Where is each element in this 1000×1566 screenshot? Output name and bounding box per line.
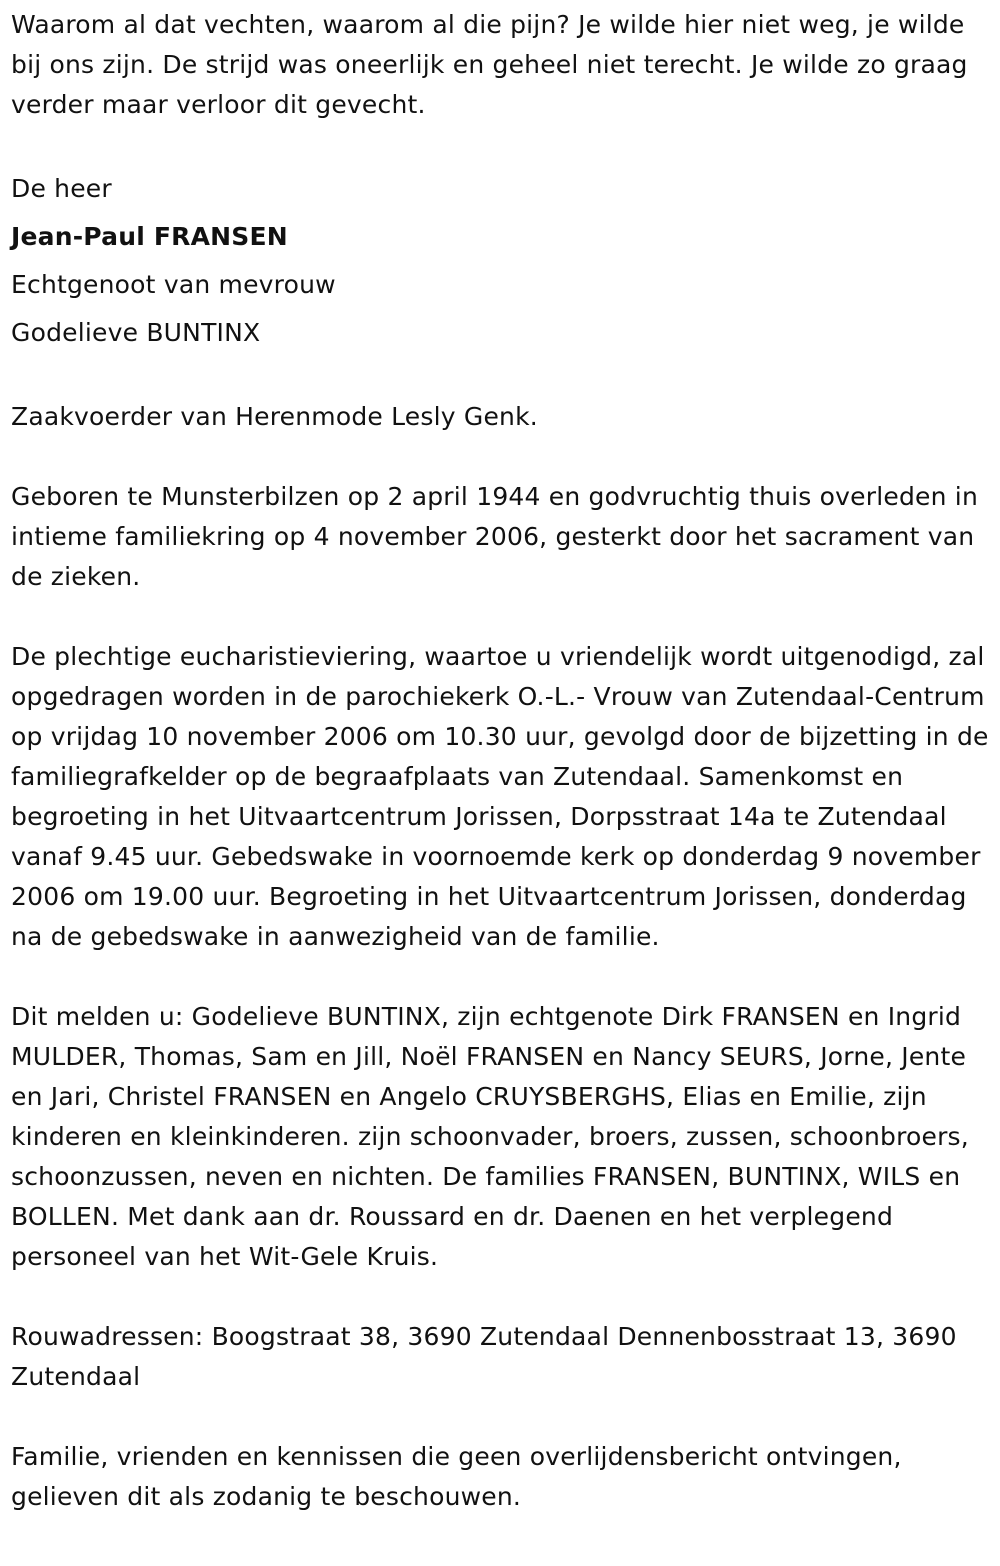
spacer (11, 1397, 993, 1437)
salutation: De heer (11, 174, 112, 203)
occupation-paragraph: Zaakvoerder van Herenmode Lesly Genk. (11, 402, 538, 431)
closing-paragraph: Familie, vrienden en kennissen die geen overlijdensbericht ontvingen, gelieven dit als zodanig te beschouwen. (11, 1442, 902, 1511)
addresses-paragraph: Rouwadressen: Boogstraat 38, 3690 Zutendaal Dennenbosstraat 13, 3690 Zutendaal (11, 1322, 957, 1391)
spacer (11, 1277, 993, 1317)
announcement-paragraph: Dit melden u: Godelieve BUNTINX, zijn echtgenote Dirk FRANSEN en Ingrid MULDER, Thomas, Sam en Jill, Noël FRANSEN en Nancy SEURS, Jorne, Jente en Jari, Christel FRANSEN en Angelo CRUYSBERGHS, Elias en Emilie, zijn kinderen en kleinkinderen. zijn schoonvader, broers, zussen, schoonbroers, schoonzussen, neven en nichten. De families FRANSEN, BUNTINX, WILS en BOLLEN. Met dank aan dr. Roussard en dr. Daenen en het verplegend personeel van het Wit-Gele Kruis. (11, 1002, 969, 1271)
name-block (11, 165, 993, 357)
spacer (11, 437, 993, 477)
spacer (11, 957, 993, 997)
obituary-document (11, 5, 993, 1517)
deceased-name: Jean-Paul FRANSEN (11, 222, 288, 251)
spouse-line-2: Godelieve BUNTINX (11, 318, 261, 347)
spacer (11, 125, 993, 165)
intro-paragraph: Waarom al dat vechten, waarom al die pijn? Je wilde hier niet weg, je wilde bij ons zijn. De strijd was oneerlijk en geheel niet terecht. Je wilde zo graag verder maar verloor dit gevecht. (11, 10, 968, 119)
spacer (11, 597, 993, 637)
spouse-line-1: Echtgenoot van mevrouw (11, 270, 336, 299)
spacer (11, 357, 993, 397)
ceremony-paragraph: De plechtige eucharistieviering, waartoe u vriendelijk wordt uitgenodigd, zal opgedragen worden in de parochiekerk O.-L.- Vrouw van Zutendaal-Centrum op vrijdag 10 november 2006 om 10.30 uur, gevolgd door de bijzetting in de familiegrafkelder op de begraafplaats van Zutendaal. Samenkomst en begroeting in het Uitvaartcentrum Jorissen, Dorpsstraat 14a te Zutendaal vanaf 9.45 uur. Gebedswake in voornoemde kerk op donderdag 9 november 2006 om 19.00 uur. Begroeting in het Uitvaartcentrum Jorissen, donderdag na de gebedswake in aanwezigheid van de familie. (11, 642, 989, 951)
birth-death-paragraph: Geboren te Munsterbilzen op 2 april 1944 en godvruchtig thuis overleden in intieme familiekring op 4 november 2006, gesterkt door het sacrament van de zieken. (11, 482, 978, 591)
